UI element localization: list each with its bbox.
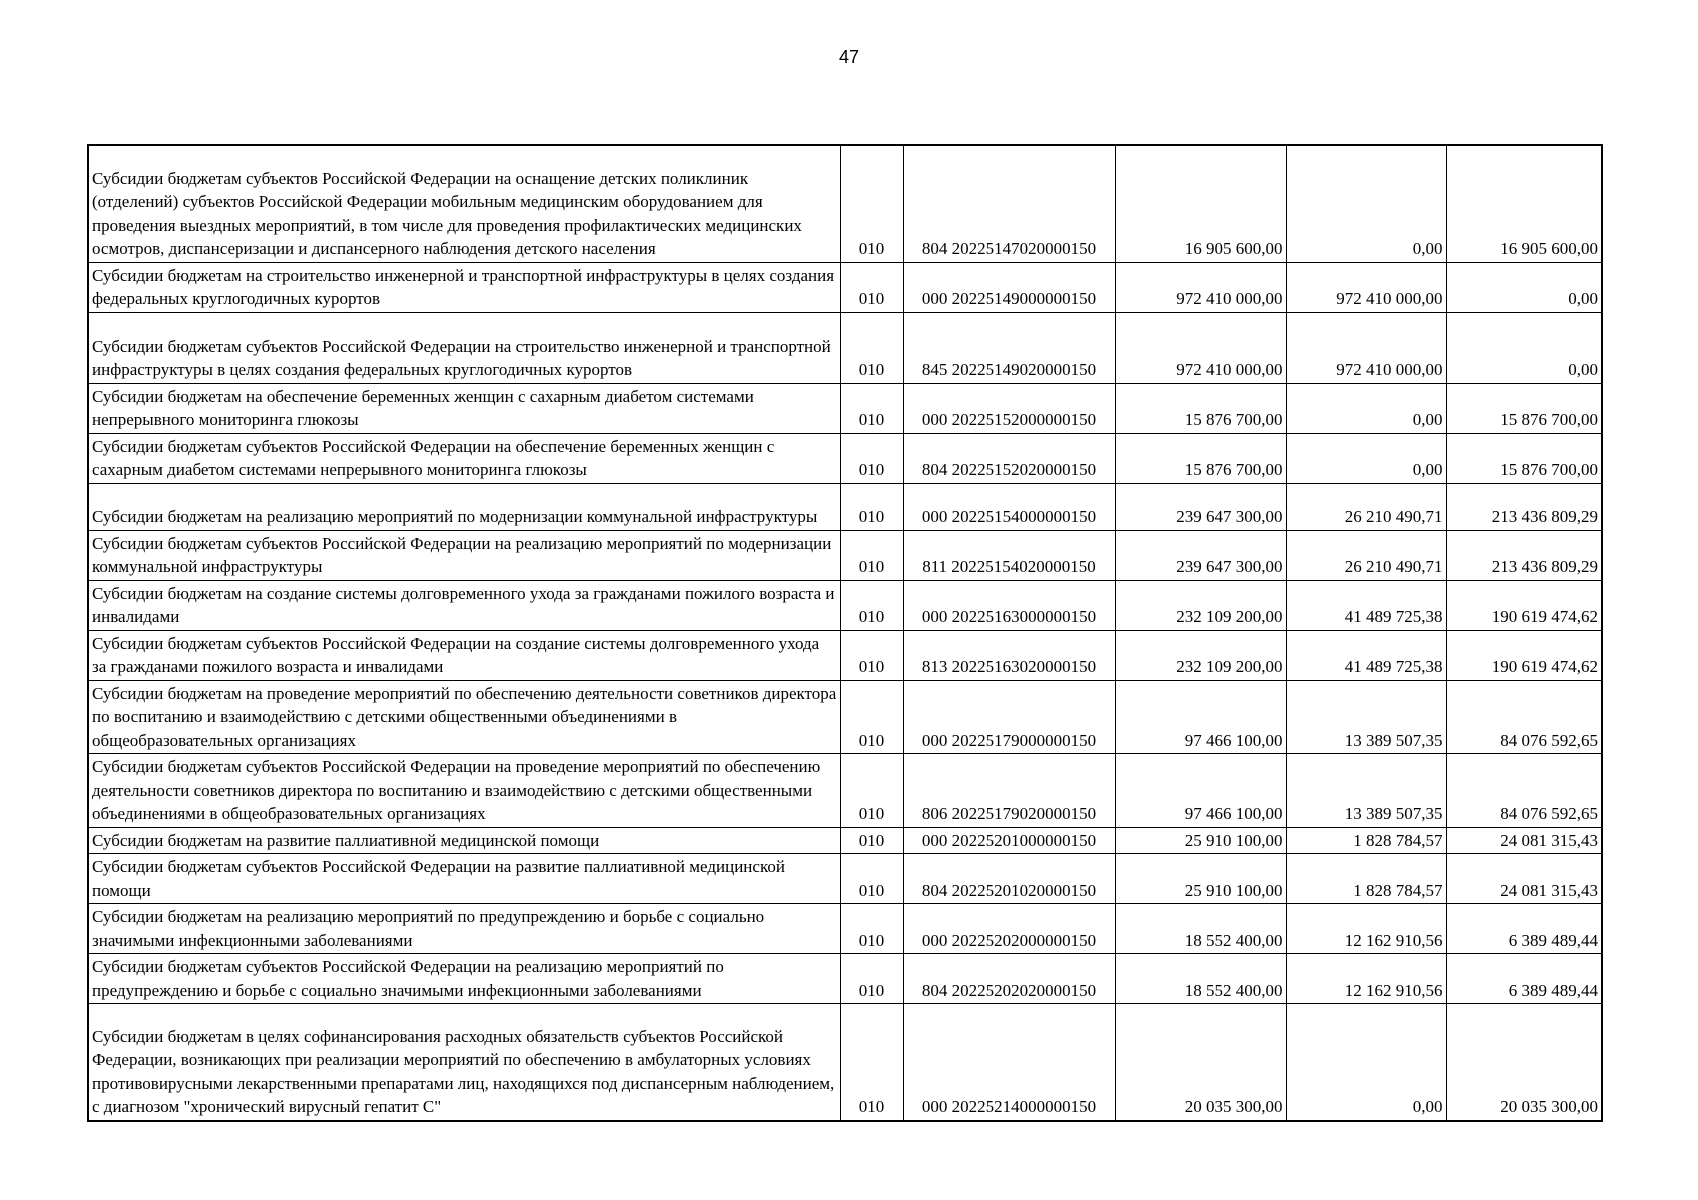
row-classification-code: 813 20225163020000150 [903, 630, 1115, 680]
table-row [88, 580, 1602, 630]
row-approved: 972 410 000,00 [1115, 262, 1286, 312]
row-executed: 0,00 [1286, 145, 1446, 262]
row-classification-code: 000 20225202000000150 [903, 904, 1115, 954]
row-classification-code: 000 20225179000000150 [903, 680, 1115, 754]
row-remaining: 20 035 300,00 [1446, 1004, 1602, 1121]
row-approved: 25 910 100,00 [1115, 854, 1286, 904]
row-remaining: 0,00 [1446, 312, 1602, 383]
row-remaining: 213 436 809,29 [1446, 530, 1602, 580]
row-executed: 41 489 725,38 [1286, 630, 1446, 680]
row-name: Субсидии бюджетам субъектов Российской Федерации на реализацию мероприятий по модернизации коммунальной инфраструктуры [88, 530, 840, 580]
row-classification-code: 811 20225154020000150 [903, 530, 1115, 580]
row-line-code: 010 [840, 680, 903, 754]
row-line-code: 010 [840, 1004, 903, 1121]
table-row [88, 145, 1602, 262]
row-classification-code: 000 20225201000000150 [903, 827, 1115, 854]
row-approved: 972 410 000,00 [1115, 312, 1286, 383]
row-remaining: 15 876 700,00 [1446, 433, 1602, 483]
row-approved: 25 910 100,00 [1115, 827, 1286, 854]
row-approved: 232 109 200,00 [1115, 630, 1286, 680]
row-classification-code: 000 20225154000000150 [903, 483, 1115, 530]
table-row [88, 433, 1602, 483]
row-remaining: 15 876 700,00 [1446, 383, 1602, 433]
row-remaining: 0,00 [1446, 262, 1602, 312]
row-classification-code: 804 20225152020000150 [903, 433, 1115, 483]
row-line-code: 010 [840, 312, 903, 383]
row-classification-code: 000 20225152000000150 [903, 383, 1115, 433]
row-classification-code: 806 20225179020000150 [903, 754, 1115, 828]
row-name: Субсидии бюджетам субъектов Российской Федерации на обеспечение беременных женщин с сахарным диабетом системами непрерывного мониторинга глюкозы [88, 433, 840, 483]
table-row [88, 383, 1602, 433]
row-executed: 12 162 910,56 [1286, 954, 1446, 1004]
row-remaining: 6 389 489,44 [1446, 954, 1602, 1004]
row-remaining: 6 389 489,44 [1446, 904, 1602, 954]
row-approved: 239 647 300,00 [1115, 530, 1286, 580]
row-classification-code: 000 20225163000000150 [903, 580, 1115, 630]
row-approved: 15 876 700,00 [1115, 383, 1286, 433]
row-executed: 13 389 507,35 [1286, 754, 1446, 828]
table-row [88, 630, 1602, 680]
row-line-code: 010 [840, 262, 903, 312]
row-approved: 232 109 200,00 [1115, 580, 1286, 630]
table-row [88, 483, 1602, 530]
row-classification-code: 804 20225147020000150 [903, 145, 1115, 262]
row-approved: 20 035 300,00 [1115, 1004, 1286, 1121]
row-classification-code: 000 20225214000000150 [903, 1004, 1115, 1121]
row-executed: 1 828 784,57 [1286, 827, 1446, 854]
table-row [88, 954, 1602, 1004]
row-remaining: 24 081 315,43 [1446, 854, 1602, 904]
row-line-code: 010 [840, 383, 903, 433]
row-name: Субсидии бюджетам на строительство инженерной и транспортной инфраструктуры в целях создания федеральных круглогодичных курортов [88, 262, 840, 312]
row-approved: 97 466 100,00 [1115, 680, 1286, 754]
row-line-code: 010 [840, 630, 903, 680]
row-remaining: 190 619 474,62 [1446, 580, 1602, 630]
row-line-code: 010 [840, 145, 903, 262]
row-classification-code: 804 20225202020000150 [903, 954, 1115, 1004]
table-row [88, 530, 1602, 580]
row-line-code: 010 [840, 530, 903, 580]
row-executed: 972 410 000,00 [1286, 312, 1446, 383]
row-name: Субсидии бюджетам субъектов Российской Федерации на создание системы долговременного ухода за гражданами пожилого возраста и инвалидами [88, 630, 840, 680]
row-name: Субсидии бюджетам на создание системы долговременного ухода за гражданами пожилого возраста и инвалидами [88, 580, 840, 630]
table-row [88, 754, 1602, 828]
table-row [88, 904, 1602, 954]
row-executed: 41 489 725,38 [1286, 580, 1446, 630]
row-line-code: 010 [840, 904, 903, 954]
row-name: Субсидии бюджетам на проведение мероприятий по обеспечению деятельности советников директора по воспитанию и взаимодействию с детскими общественными объединениями в общеобразовательных организациях [88, 680, 840, 754]
row-classification-code: 804 20225201020000150 [903, 854, 1115, 904]
row-remaining: 84 076 592,65 [1446, 680, 1602, 754]
row-approved: 18 552 400,00 [1115, 904, 1286, 954]
row-executed: 12 162 910,56 [1286, 904, 1446, 954]
table-row [88, 827, 1602, 854]
row-name: Субсидии бюджетам в целях софинансирования расходных обязательств субъектов Российской Федерации, возникающих при реализации мероприятий по обеспечению в амбулаторных условиях противовирусными лекарственными препаратами лиц, находящихся под диспансерным наблюдением, с диагнозом "хронический вирусный гепатит С" [88, 1004, 840, 1121]
row-approved: 18 552 400,00 [1115, 954, 1286, 1004]
row-line-code: 010 [840, 854, 903, 904]
row-remaining: 84 076 592,65 [1446, 754, 1602, 828]
row-executed: 1 828 784,57 [1286, 854, 1446, 904]
row-name: Субсидии бюджетам субъектов Российской Федерации на строительство инженерной и транспортной инфраструктуры в целях создания федеральных круглогодичных курортов [88, 312, 840, 383]
row-executed: 26 210 490,71 [1286, 483, 1446, 530]
row-name: Субсидии бюджетам субъектов Российской Федерации на реализацию мероприятий по предупреждению и борьбе с социально значимыми инфекционными заболеваниями [88, 954, 840, 1004]
row-name: Субсидии бюджетам на реализацию мероприятий по предупреждению и борьбе с социально значимыми инфекционными заболеваниями [88, 904, 840, 954]
row-name: Субсидии бюджетам субъектов Российской Федерации на развитие паллиативной медицинской помощи [88, 854, 840, 904]
row-approved: 97 466 100,00 [1115, 754, 1286, 828]
table-row [88, 262, 1602, 312]
row-name: Субсидии бюджетам на обеспечение беременных женщин с сахарным диабетом системами непрерывного мониторинга глюкозы [88, 383, 840, 433]
row-classification-code: 000 20225149000000150 [903, 262, 1115, 312]
table-row [88, 1004, 1602, 1121]
table-row [88, 854, 1602, 904]
row-approved: 239 647 300,00 [1115, 483, 1286, 530]
row-approved: 15 876 700,00 [1115, 433, 1286, 483]
row-executed: 0,00 [1286, 433, 1446, 483]
page-number: 47 [838, 47, 860, 67]
row-executed: 0,00 [1286, 1004, 1446, 1121]
table-row [88, 312, 1602, 383]
table-row [88, 680, 1602, 754]
row-line-code: 010 [840, 954, 903, 1004]
row-executed: 13 389 507,35 [1286, 680, 1446, 754]
row-name: Субсидии бюджетам на реализацию мероприятий по модернизации коммунальной инфраструктуры [88, 483, 840, 530]
row-executed: 26 210 490,71 [1286, 530, 1446, 580]
row-name: Субсидии бюджетам субъектов Российской Федерации на оснащение детских поликлиник (отделений) субъектов Российской Федерации мобильным медицинским оборудованием для проведения выездных мероприятий, в том числе для проведения профилактических медицинских осмотров, диспансеризации и диспансерного наблюдения детского населения [88, 145, 840, 262]
row-remaining: 16 905 600,00 [1446, 145, 1602, 262]
row-line-code: 010 [840, 433, 903, 483]
row-line-code: 010 [840, 483, 903, 530]
row-name: Субсидии бюджетам субъектов Российской Федерации на проведение мероприятий по обеспечению деятельности советников директора по воспитанию и взаимодействию с детскими общественными объединениями в общеобразовательных организациях [88, 754, 840, 828]
row-line-code: 010 [840, 754, 903, 828]
row-line-code: 010 [840, 580, 903, 630]
row-executed: 0,00 [1286, 383, 1446, 433]
row-classification-code: 845 20225149020000150 [903, 312, 1115, 383]
row-remaining: 24 081 315,43 [1446, 827, 1602, 854]
row-executed: 972 410 000,00 [1286, 262, 1446, 312]
row-approved: 16 905 600,00 [1115, 145, 1286, 262]
row-name: Субсидии бюджетам на развитие паллиативной медицинской помощи [88, 827, 840, 854]
row-remaining: 190 619 474,62 [1446, 630, 1602, 680]
budget-execution-table [87, 144, 1603, 1122]
row-remaining: 213 436 809,29 [1446, 483, 1602, 530]
row-line-code: 010 [840, 827, 903, 854]
